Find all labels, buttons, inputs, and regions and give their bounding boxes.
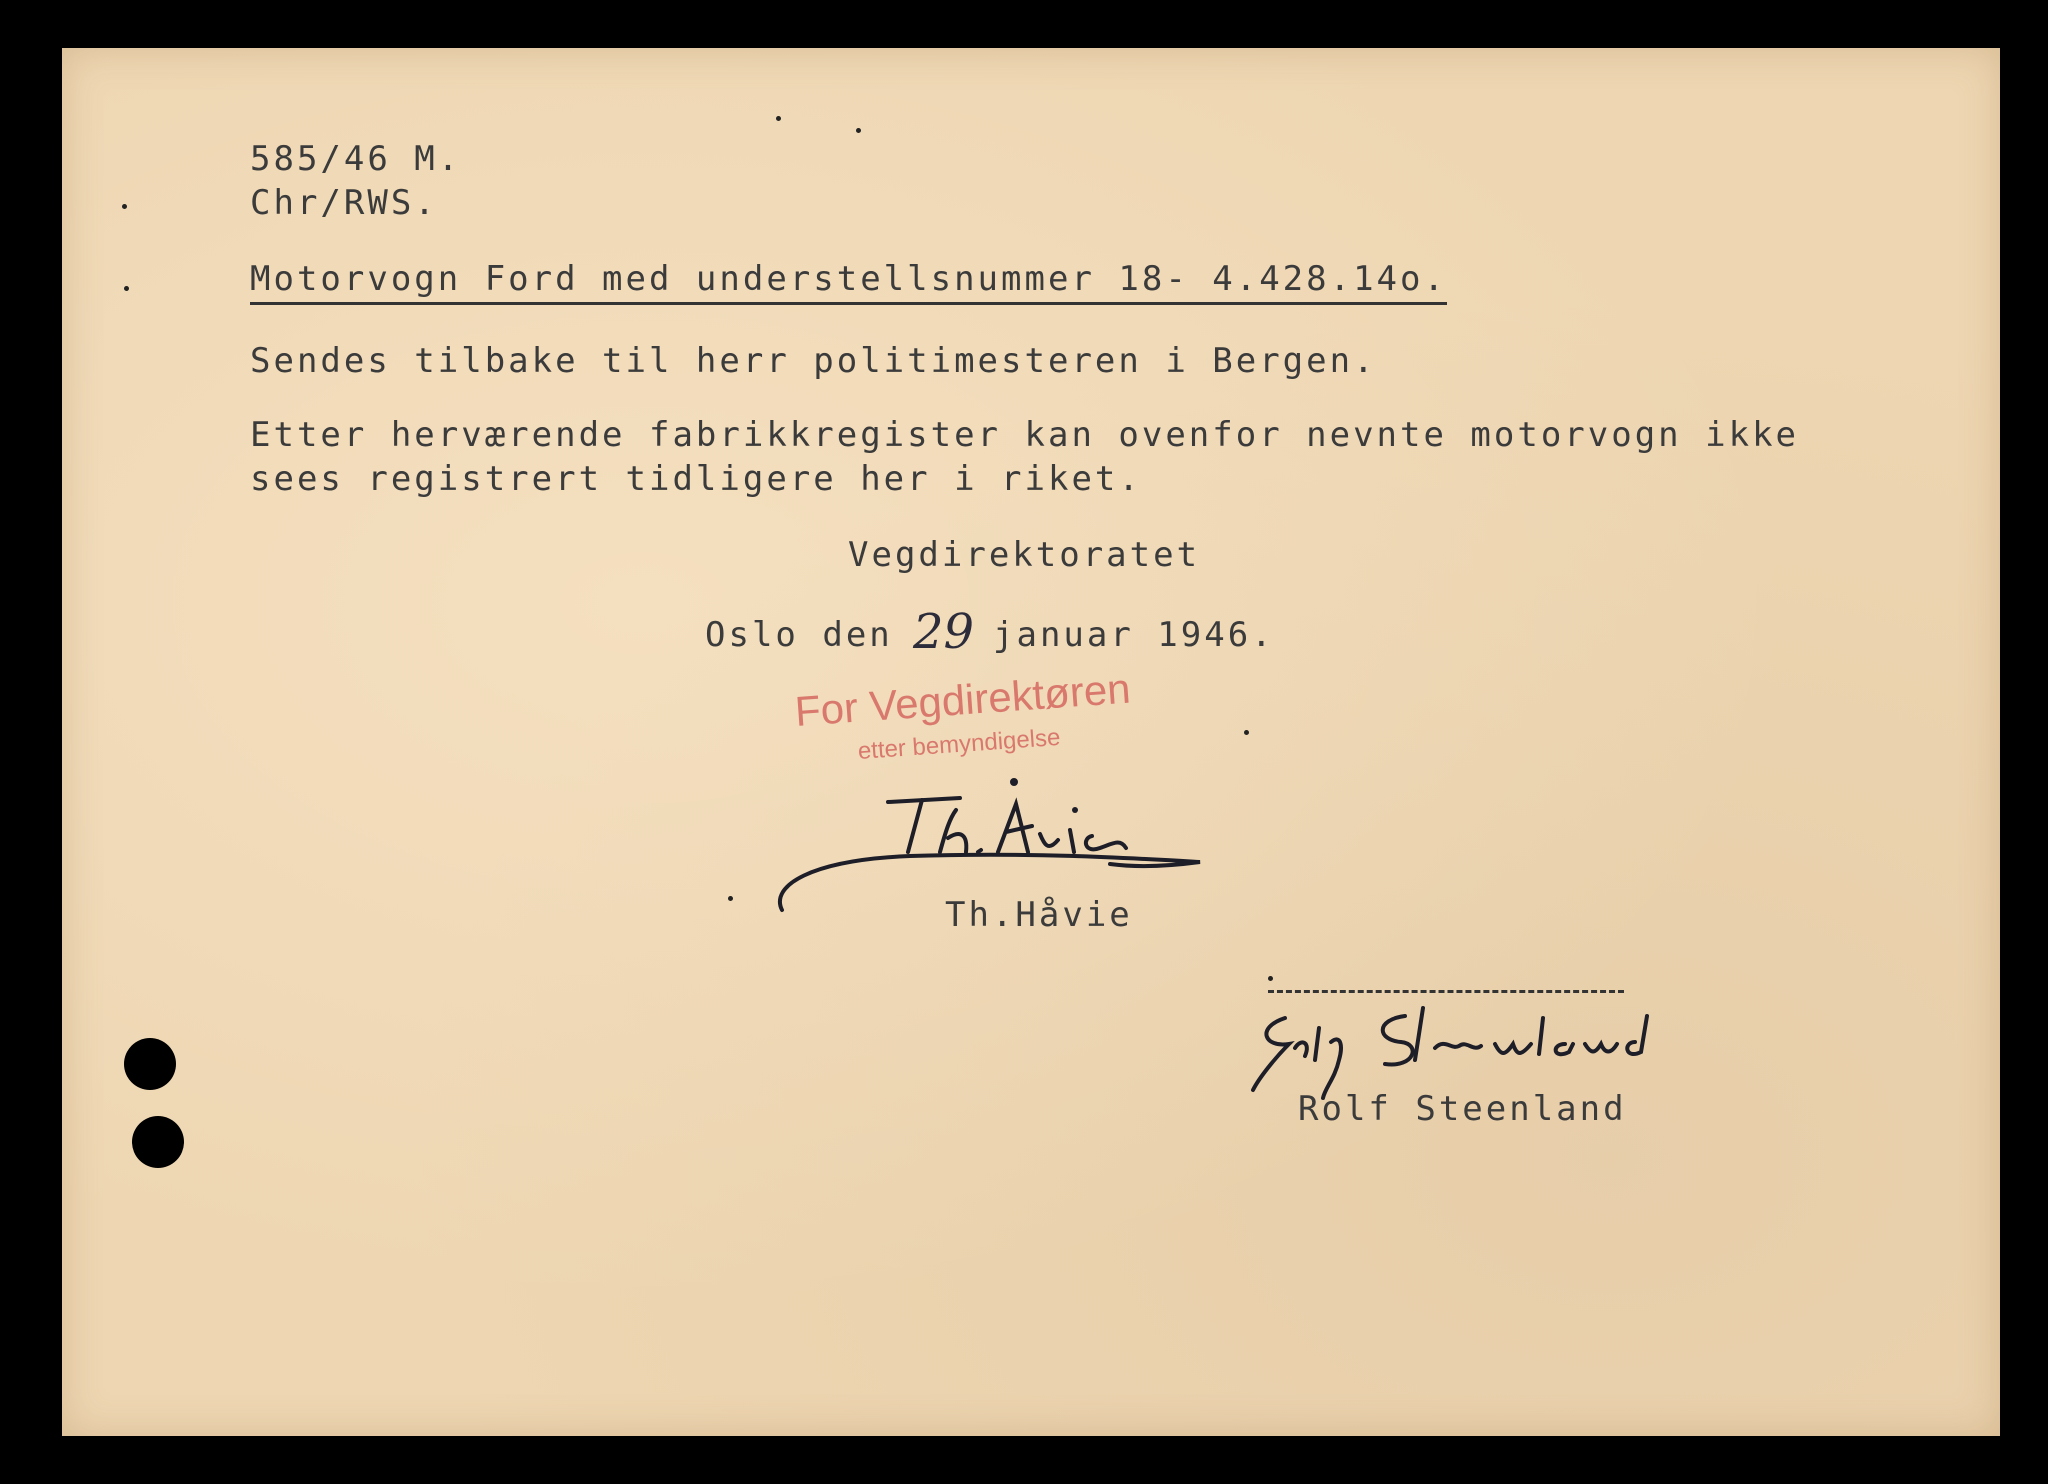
subject-line: Motorvogn Ford med understellsnummer 18- 4.428.14o. (250, 262, 1447, 305)
date-day-handwritten: 29 (913, 604, 975, 660)
punch-hole (132, 1116, 184, 1168)
issuer: Vegdirektoratet (848, 535, 1201, 575)
punch-hole (124, 1038, 176, 1090)
signatory-1-typed-name: Th.Håvie (945, 895, 1133, 935)
paper-speck (1244, 730, 1249, 735)
body-paragraph-2-line-2: sees registrert tidligere her i riket. (250, 459, 1142, 499)
reference-number: 585/46 M. (250, 139, 462, 179)
stamp-title: For Vegdirektøren (793, 664, 1132, 735)
stamp-subtitle: etter bemyndigelse (857, 723, 1062, 765)
paper-speck (124, 286, 129, 291)
body-paragraph-2-line-1: Etter herværende fabrikkregister kan ovenfor nevnte motorvogn ikke (250, 415, 1800, 455)
date-suffix: januar 1946. (993, 615, 1275, 655)
paper-speck (1268, 976, 1273, 981)
signatory-2-typed-name: Rolf Steenland (1298, 1089, 1627, 1129)
date-prefix: Oslo den (705, 615, 893, 655)
paper-speck (856, 128, 861, 133)
reference-initials: Chr/RWS. (250, 183, 438, 223)
paper-speck (776, 116, 781, 121)
paper-speck (122, 204, 127, 209)
paper-speck (728, 896, 733, 901)
signature-line (1268, 990, 1624, 993)
body-paragraph-1: Sendes tilbake til herr politimesteren i Bergen. (250, 341, 1377, 381)
